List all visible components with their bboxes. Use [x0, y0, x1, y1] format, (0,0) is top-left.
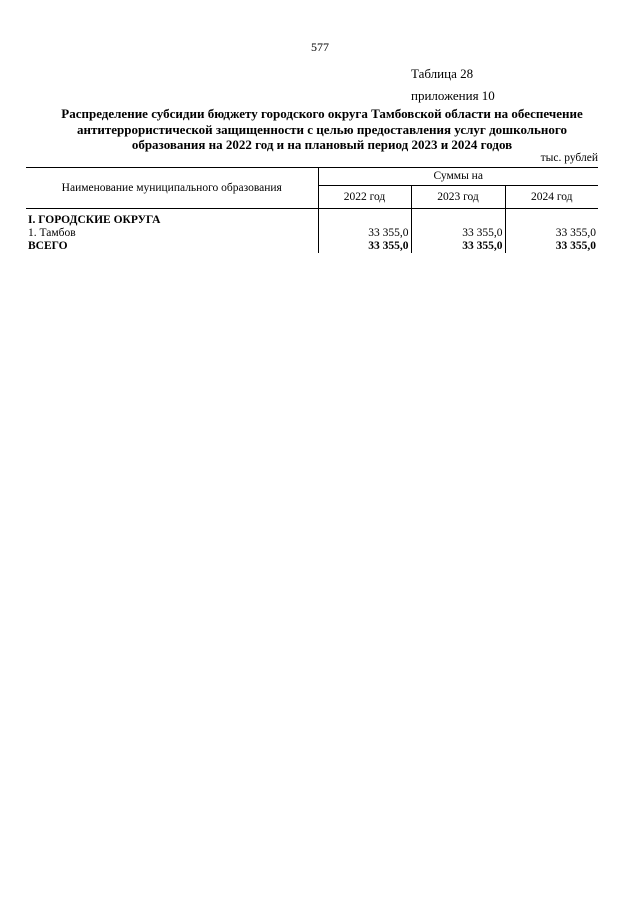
units-label: тыс. рублей — [540, 152, 598, 164]
title-line-1: Распределение субсидии бюджету городского округа Тамбовской области на обеспечение — [61, 106, 583, 121]
row-value-2024: 33 355,0 — [505, 227, 598, 240]
document-title — [34, 106, 610, 153]
total-row — [26, 240, 598, 253]
header-year-2022: 2022 год — [318, 185, 411, 208]
table-label: Таблица 28 — [411, 66, 474, 81]
table-row — [26, 227, 598, 240]
header-year-2024: 2024 год — [505, 185, 598, 208]
header-year-2023: 2023 год — [411, 185, 505, 208]
total-value-2024: 33 355,0 — [505, 240, 598, 253]
row-name: 1. Тамбов — [28, 227, 76, 239]
section-title: I. ГОРОДСКИЕ ОКРУГА — [28, 214, 161, 226]
row-value-2022: 33 355,0 — [318, 227, 411, 240]
header-name: Наименование муниципального образования — [26, 168, 318, 209]
page-number: 577 — [311, 40, 329, 54]
total-value-2022: 33 355,0 — [318, 240, 411, 253]
appendix-label: приложения 10 — [411, 88, 495, 103]
title-line-3: образования на 2022 год и на плановый период 2023 и 2024 годов — [131, 137, 513, 152]
total-label: ВСЕГО — [28, 240, 68, 252]
row-value-2023: 33 355,0 — [411, 227, 505, 240]
header-sums: Суммы на — [318, 168, 598, 186]
section-row — [26, 214, 598, 227]
title-line-2: антитеррористической защищенности с целью предоставления услуг дошкольного — [76, 121, 568, 137]
total-value-2023: 33 355,0 — [411, 240, 505, 253]
subsidy-table — [26, 167, 598, 253]
